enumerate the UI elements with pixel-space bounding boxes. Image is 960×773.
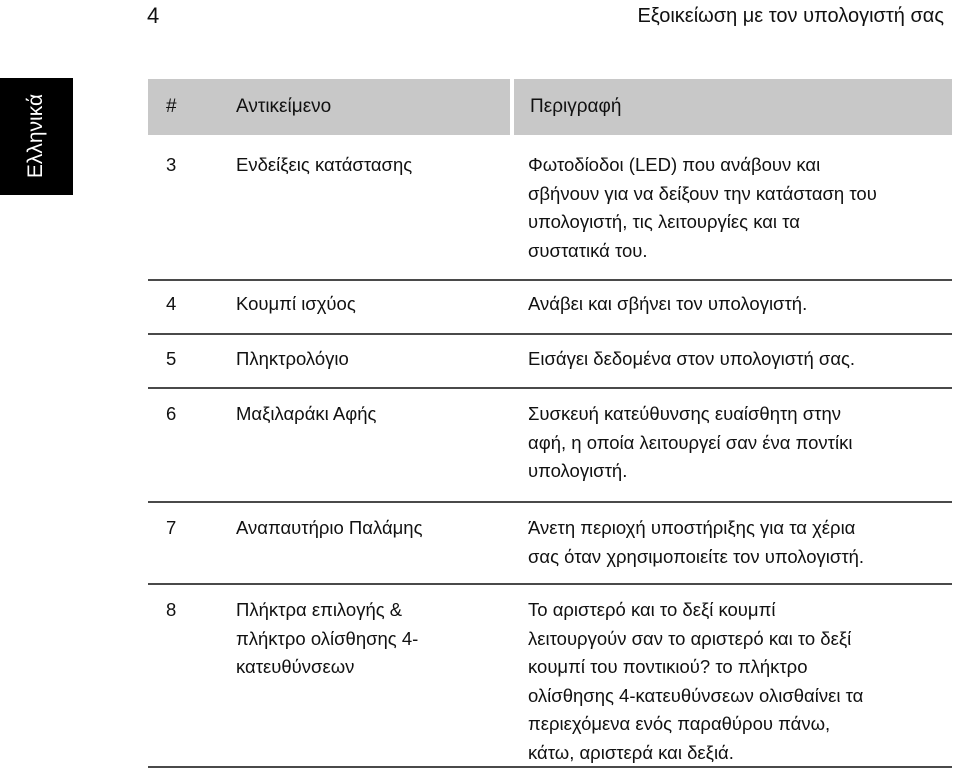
- header-item: Αντικείμενο: [236, 96, 332, 117]
- page-number: 4: [147, 3, 160, 28]
- language-side-tab: [0, 78, 73, 195]
- table-row: [148, 503, 952, 585]
- row-description: Άνετη περιοχή υποστήριξης για τα χέρια σας όταν χρησιμοποιείτε τον υπολογιστή.: [528, 517, 865, 567]
- row-description: Ανάβει και σβήνει τον υπολογιστή.: [528, 293, 808, 314]
- components-table: [148, 79, 952, 773]
- row-description: Το αριστερό και το δεξί κουμπί λειτουργούν σαν το αριστερό και το δεξί κουμπί του ποντικιού? το πλήκτρο ολίσθησης 4-κατευθύνσεων ολισθαίνει τα περιεχόμενα ενός παραθύρου πάνω, κάτω, αριστερά και δεξιά.: [528, 599, 864, 763]
- chapter-title: Εξοικείωση με τον υπολογιστή σας: [637, 5, 944, 27]
- row-item: Μαξιλαράκι Αφής: [236, 403, 377, 424]
- header-divider: [510, 79, 514, 135]
- table-row: [148, 281, 952, 335]
- table-row: [148, 335, 952, 389]
- table-bottom-rule: [148, 766, 952, 768]
- header-number: #: [166, 96, 177, 117]
- row-description: Εισάγει δεδομένα στον υπολογιστή σας.: [528, 348, 856, 369]
- row-item: Πλήκτρα επιλογής & πλήκτρο ολίσθησης 4- κατευθύνσεων: [236, 599, 419, 677]
- row-number: 4: [166, 293, 177, 314]
- language-tab-label: Ελληνικά: [24, 93, 47, 179]
- row-number: 8: [166, 599, 177, 620]
- table-header: [148, 79, 952, 135]
- table-row: [148, 389, 952, 503]
- row-item: Πληκτρολόγιο: [236, 348, 349, 369]
- row-number: 6: [166, 403, 177, 424]
- table-row: [148, 585, 952, 773]
- header-description: Περιγραφή: [530, 96, 622, 117]
- row-item: Ενδείξεις κατάστασης: [236, 154, 413, 175]
- row-number: 7: [166, 517, 177, 538]
- row-item: Αναπαυτήριο Παλάμης: [236, 517, 423, 538]
- row-description: Συσκευή κατεύθυνσης ευαίσθητη στην αφή, η οποία λειτουργεί σαν ένα ποντίκι υπολογιστή.: [528, 403, 853, 481]
- table-row: [148, 135, 952, 281]
- row-item: Κουμπί ισχύος: [236, 293, 356, 314]
- row-description: Φωτοδίοδοι (LED) που ανάβουν και σβήνουν για να δείξουν την κατάσταση του υπολογιστή, τις λειτουργίες και τα συστατικά του.: [528, 154, 877, 261]
- row-number: 3: [166, 154, 177, 175]
- row-number: 5: [166, 348, 177, 369]
